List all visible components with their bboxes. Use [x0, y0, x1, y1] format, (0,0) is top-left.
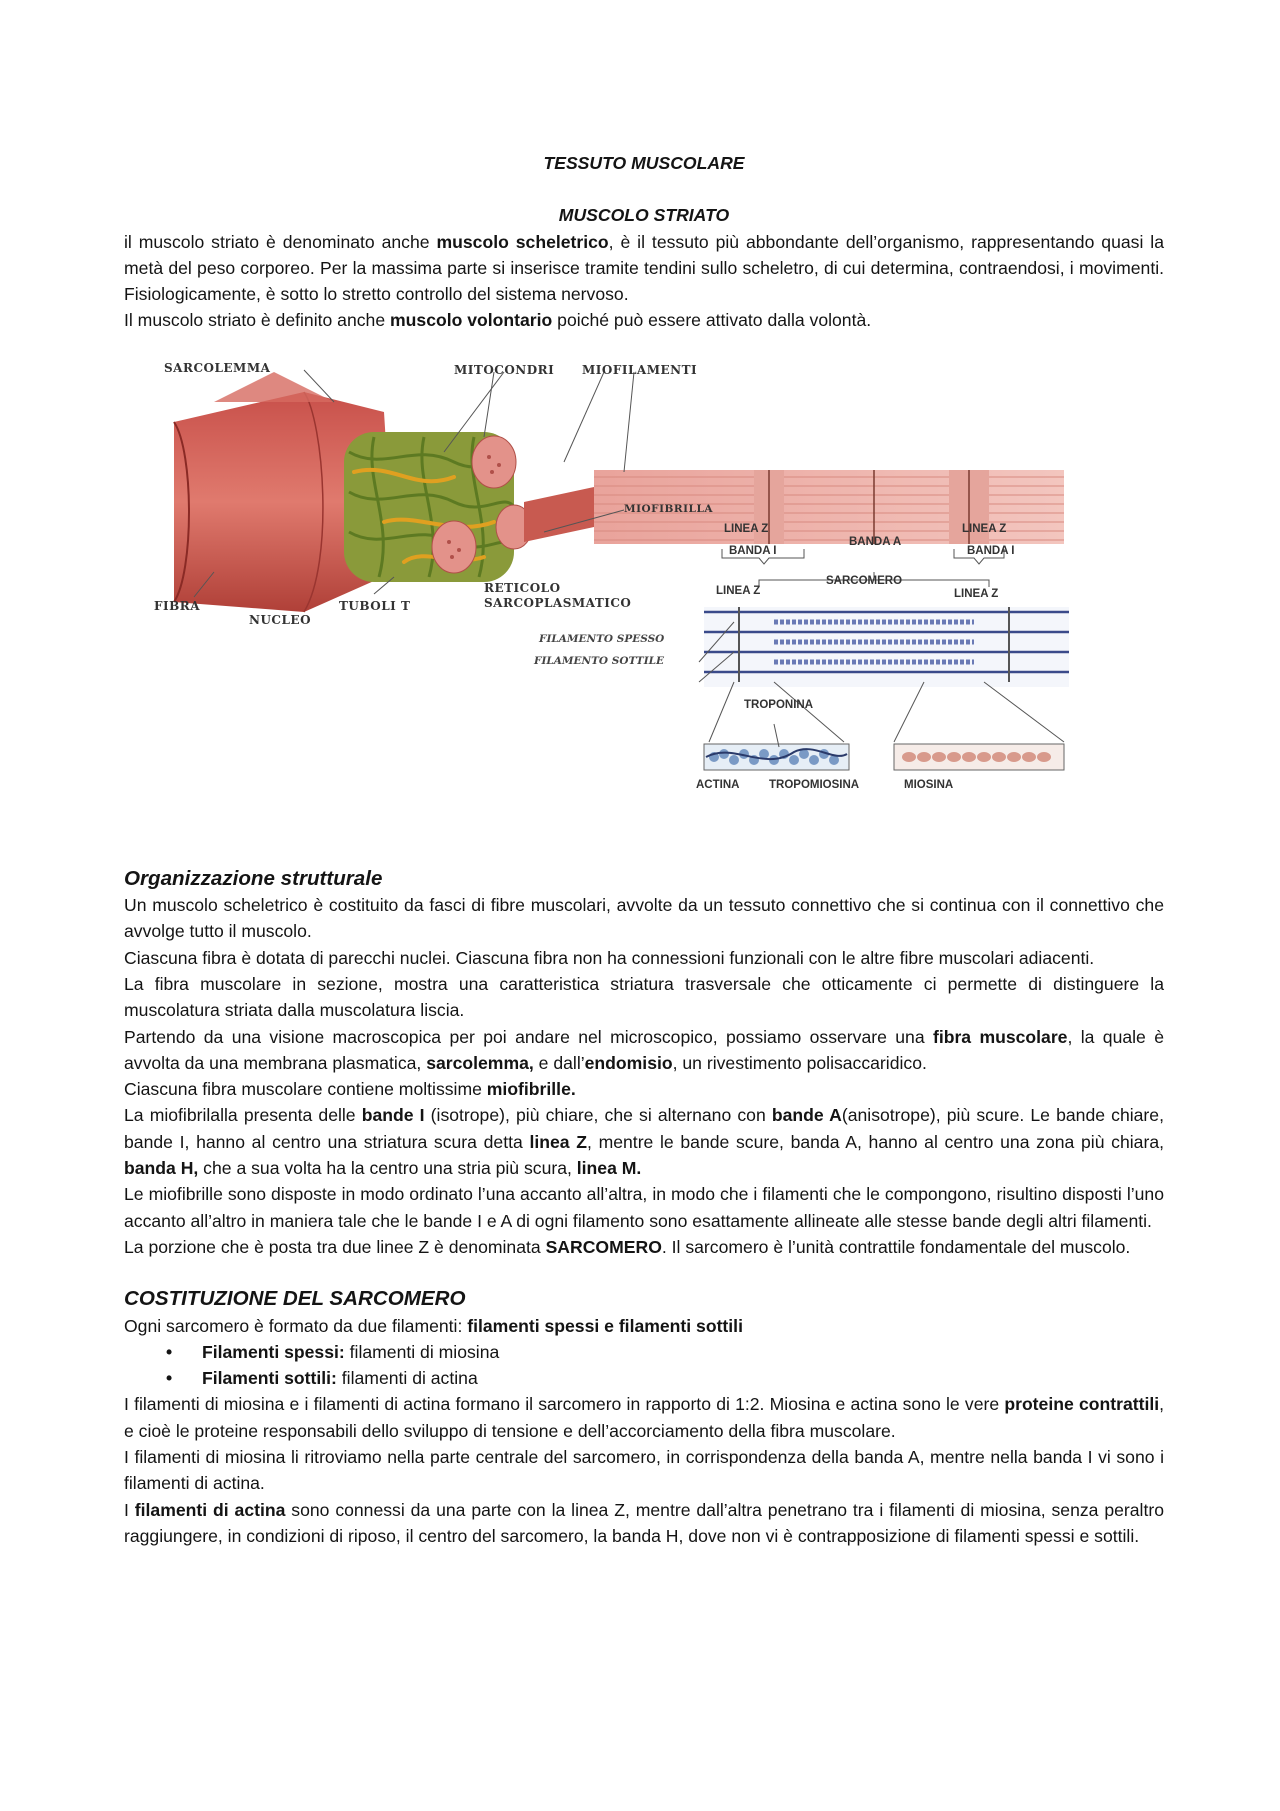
sarcomero-paragraph-3: I filamenti di miosina li ritroviamo nella parte centrale del sarcomero, in corrispondenza della banda A, mentre nella banda I vi sono i filamenti di actina. — [124, 1447, 1164, 1494]
label-sarcomero: SARCOMERO — [826, 574, 903, 587]
organizzazione-paragraph-6: La miofibrilalla presenta delle bande I (isotrope), più chiare, che si alternano con bande A(anisotrope), più scure. Le bande chiare, bande I, hanno al centro una striatura scura detta linea Z, mentre le bande scure, banda A, hanno al centro una zona più chiara, banda H, che a sua volta ha la centro una stria più scura, linea M. — [124, 1105, 1164, 1179]
list-item: • Filamenti spessi: filamenti di miosina — [124, 1339, 1164, 1365]
label-miofilamenti: MIOFILAMENTI — [582, 362, 698, 377]
muscle-diagram — [154, 362, 1114, 862]
section-title-sarcomero: COSTITUZIONE DEL SARCOMERO — [124, 1287, 466, 1311]
label-banda-a: BANDA A — [849, 535, 902, 548]
sarcomero-paragraph-1: Ogni sarcomero è formato da due filamenti: filamenti spessi e filamenti sottili — [124, 1315, 743, 1336]
section-title-muscolo-striato: MUSCOLO STRIATO — [558, 205, 730, 226]
label-sarcolemma: SARCOLEMMA — [164, 361, 271, 375]
label-linea-z-left: LINEA Z — [724, 522, 769, 535]
sarcomero-paragraph-4: I filamenti di actina sono connessi da una parte con la linea Z, mentre dall’altra penetrano tra i filamenti di miosina, senza peraltro raggiungere, in condizioni di riposo, il centro del sarcomero, la banda H, dove non vi è contrapposizione di filamenti spessi e sottili. — [124, 1499, 1165, 1546]
list-item: • Filamenti sottili: filamenti di actina — [124, 1365, 1164, 1391]
label-tuboli-t: TUBOLI T — [339, 598, 411, 613]
organizzazione-paragraph-8: La porzione che è posta tra due linee Z è denominata SARCOMERO. Il sarcomero è l’unità contrattile fondamentale del muscolo. — [124, 1236, 1131, 1257]
muscle-structure-figure — [124, 334, 1164, 866]
label-actina: ACTINA — [696, 778, 740, 791]
label-fibra: FIBRA — [154, 598, 201, 613]
intro-paragraph-1: il muscolo striato è denominato anche muscolo scheletrico, è il tessuto più abbondante dell’organismo, rappresentando quasi la metà del peso corporeo. Per la massima parte si inserisce tramite tendini sullo scheletro, di cui determina, contraendosi, i movimenti. Fisiologicamente, è sotto lo stretto controllo del sistema nervoso. — [124, 231, 1164, 305]
label-linea-z-low-left: LINEA Z — [716, 584, 761, 597]
label-filamento-spesso: FILAMENTO SPESSO — [539, 632, 665, 645]
label-miofibrilla: MIOFIBRILLA — [624, 502, 713, 515]
label-troponina: TROPONINA — [744, 698, 813, 711]
label-mitocondri: MITOCONDRI — [454, 362, 555, 377]
label-linea-z-right: LINEA Z — [962, 522, 1007, 535]
page-title: TESSUTO MUSCOLARE — [543, 153, 745, 173]
label-banda-i-right: BANDA I — [967, 544, 1015, 557]
label-miosina: MIOSINA — [904, 778, 954, 791]
label-filamento-sottile: FILAMENTO SOTTILE — [534, 654, 665, 667]
organizzazione-paragraph-5: Ciascuna fibra muscolare contiene moltissime miofibrille. — [124, 1079, 576, 1100]
organizzazione-paragraph-1: Un muscolo scheletrico è costituito da fasci di fibre muscolari, avvolte da un tessuto connettivo che si continua con il connettivo che avvolge tutto il muscolo. — [124, 895, 1164, 942]
label-banda-i-left: BANDA I — [729, 544, 777, 557]
label-tropomiosina: TROPOMIOSINA — [769, 778, 860, 791]
label-nucleo: NUCLEO — [249, 612, 312, 627]
organizzazione-paragraph-4: Partendo da una visione macroscopica per poi andare nel microscopico, possiamo osservare una fibra muscolare, la quale è avvolta da una membrana plasmatica, sarcolemma, e dall’endomisio, un rivestimento polisaccaridico. — [124, 1026, 1164, 1073]
organizzazione-paragraph-3: La fibra muscolare in sezione, mostra una caratteristica striatura trasversale che otticamente ci permette di distinguere la muscolatura striata dalla muscolatura liscia. — [124, 973, 1164, 1021]
organizzazione-paragraph-2: Ciascuna fibra è dotata di parecchi nuclei. Ciascuna fibra non ha connessioni funzionali con le altre fibre muscolari adiacenti. — [124, 947, 1095, 968]
label-reticolo: RETICOLO — [484, 580, 561, 595]
intro-paragraph-2: Il muscolo striato è definito anche muscolo volontario poiché può essere attivato dalla volontà. — [124, 310, 872, 331]
sarcomere-filaments-illustration — [699, 607, 1069, 770]
section-title-organizzazione: Organizzazione strutturale — [124, 866, 383, 890]
label-sarcoplasmatico: SARCOPLASMATICO — [484, 595, 632, 610]
label-linea-z-low-right: LINEA Z — [954, 587, 999, 600]
document-content — [124, 150, 1164, 1549]
filament-list — [124, 1339, 1164, 1392]
sarcomero-paragraph-2: I filamenti di miosina e i filamenti di actina formano il sarcomero in rapporto di 1:2. Miosina e actina sono le vere proteine contrattili, e cioè le proteine responsabili dello sviluppo di tensione e dell’accorciamento della fibra muscolare. — [124, 1394, 1164, 1441]
muscle-fiber-illustration — [174, 370, 1064, 612]
organizzazione-paragraph-7: Le miofibrille sono disposte in modo ordinato l’una accanto all’altra, in modo che i filamenti che le compongono, risultino disposti l’uno accanto all’altro in maniera tale che le bande I e A di ogni filamento sono esattamente allineate alle stesse bande degli altri filamenti. — [124, 1184, 1164, 1231]
